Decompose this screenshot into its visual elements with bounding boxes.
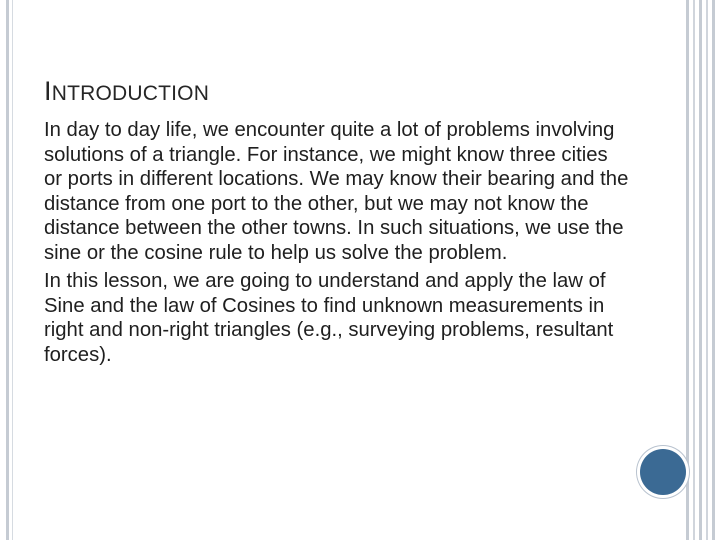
left-edge-rule — [6, 0, 9, 540]
accent-circle — [640, 449, 686, 495]
slide-body — [44, 118, 629, 371]
slide-title-initial: I — [44, 76, 52, 106]
left-edge-rule-thin — [12, 0, 13, 540]
right-edge-rule — [699, 0, 702, 540]
slide-title-rest: NTRODUCTION — [51, 82, 210, 105]
right-edge-rule — [706, 0, 708, 540]
right-edge-rule — [693, 0, 695, 540]
right-edge-rule — [712, 0, 715, 540]
slide-title — [44, 76, 209, 107]
right-edge-rule — [686, 0, 689, 540]
body-paragraph: In this lesson, we are going to understand and apply the law of Sine and the law of Cosines to find unknown measurements in right and non-right triangles (e.g., surveying problems, resultant forces). — [44, 270, 614, 366]
body-paragraph: In day to day life, we encounter quite a lot of problems involving solutions of a triangle. For instance, we might know three cities or ports in different locations. We may know their bearing and the distance from one port to the other, but we may not know the distance between the other towns. In such situations, we use the sine or the cosine rule to help us solve the problem. — [44, 119, 629, 264]
